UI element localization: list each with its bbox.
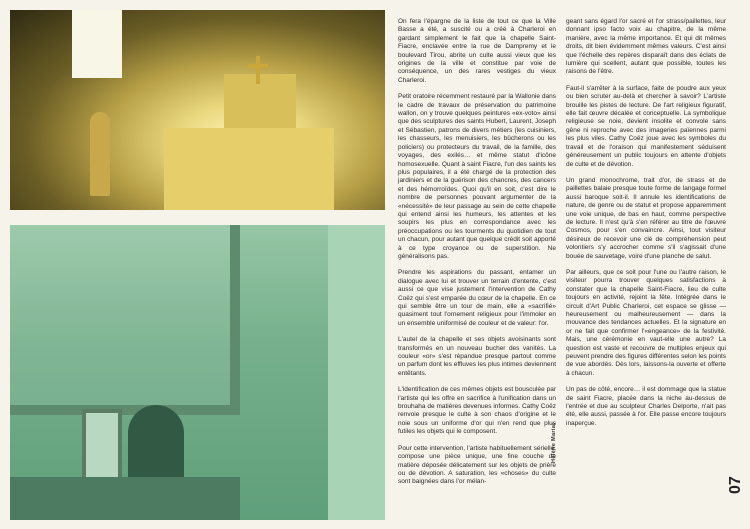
- golden-statue: [90, 112, 110, 196]
- paragraph: Petit oratoire récemment restauré par la Wallonie dans le cadre de travaux de préservation du patrimoine wallon, on y trouve quelques peintures «ex-voto» ainsi que des sculptures des saints Hubert, Laurent, Joseph et Sébastien, patrons de divers métiers (les cuisiniers, les chasseurs, les menuisiers, les bûcherons ou les policiers) ou protecteurs du travail, de la famille, des voyages, des exilés… et même statut d'icône homosexuelle. Quant à saint Fiacre, l'un des saints les plus populaires, il a été chargé de la protection des jardiniers et de la guérison des chancres, des cancers et des hémorroïdes. Quoi qu'il en soit, c'est dire le nombre de personnes pouvant argumenter de la «nécessité» de leur passage au sein de cette chapelle qui entend ainsi les humeurs, les attentes et les soupirs les plus en correspondance avec les préoccupations ou les tourments du quotidien de tout un chacun, pour autant que quelque crédit soit apporté à ce type croyance ou de superstition. Ne généralisons pas.: [398, 93, 556, 260]
- paragraph: L'identification de ces mêmes objets est bousculée par l'artiste qui les offre en sacrifice à l'unification dans un brouhaha de matières devenues informes. Cathy Coëz renvoie presque le culte à son chaos d'origine et le noie sous un uniforme d'or qui n'en rend que plus futiles les objets qui le composent.: [398, 386, 556, 436]
- chapel-altar-photo: [10, 10, 385, 210]
- paragraph: Prendre les aspirations du passant, entamer un dialogue avec lui et trouver un terrain d'entente, c'est aussi ce que vise justement l'intervention de Cathy Coëz qui s'est emparée du cœur de la chapelle. En ce qui semble être un tour de main, elle a «sacrifié» quasiment tout l'ornement religieux pour l'immoler en un ensemble uniformisé de couleur et de valeur: l'or.: [398, 269, 556, 327]
- paragraph: Par ailleurs, que ce soit pour l'une ou l'autre raison, le visiteur pourra trouver quelques satisfactions à constater que la chapelle Saint-Fiacre, lieu de culte toujours en activité, rejoint la fête. Intégrée dans le circuit d'Art Public Charleroi, cet espace se glisse — heureusement ou malheureusement — dans la mouvance des tendances actuelles. Et la signature en or ne fait que confirmer l'«engeance» de la festivité. Mais, une cérémonie en vaut-elle une autre? La question est vaste et recouvre de multiples enjeux qui peuvent prendre des figures différentes selon les points de vue abordés. Dès lors, laissons-la ouverte et offerte à chacun.: [566, 268, 726, 377]
- golden-retable: [224, 74, 296, 128]
- paragraph: L'autel de la chapelle et ses objets avoisinants sont transformés en un nouveau bucher des vanités. La couleur «or» s'est répandue presque partout comme un parfum dont les effluves les plus intimes deviennent entêtants.: [398, 336, 556, 377]
- paragraph: Un pas de côté, encore… il est dommage que la statue de saint Fiacre, placée dans la niche au-dessus de l'entrée et due au sculpteur Charles Delporte, n'ait pas été, elle aussi, passée à l'or. Elle passe encore toujours inaperçue.: [566, 386, 726, 427]
- window-light: [72, 10, 122, 78]
- work-table: [10, 477, 240, 520]
- text-column-right: [566, 18, 726, 436]
- paragraph: geant sans égard l'or sacré et l'or strass/paillettes, leur donnant ipso facto voix au chapitre, de la même manière, avec la même importance. Et qui dit mêmes droits, dit bien évidemment mêmes valeurs. C'est ainsi que l'échelle des repères disparaît dans des éclats de lumière qui scellent, autant que possible, toutes les raisons de l'être.: [566, 18, 726, 76]
- author-credit: Hélène Mariat: [551, 422, 557, 463]
- light-wall: [328, 225, 385, 520]
- artist-at-work-photo: [10, 225, 385, 520]
- text-column-middle: [398, 18, 556, 495]
- paragraph: Un grand monochrome, trait d'or, de strass et de paillettes balaie presque toute forme de langage formel aussi baroque soit-il. Il annule les identifications de nature, de genre ou de statut et propose apparemment une voie unique, de bas en haut, comme perspective de lecture. Il n'est qu'à s'en référer au titre de l'œuvre Cosmos, pour s'en convaincre. Ainsi, tout visiteur désireux de recevoir une clé de compréhension peut volontiers s'y accrocher comme s'il s'agissait d'une bouée de sauvetage, voire d'une planche de salut.: [566, 176, 726, 260]
- paragraph: On fera l'épargne de la liste de tout ce que la Ville Basse a été, a suscité ou a créé à Charleroi en gardant simplement le fait que la chapelle Saint-Fiacre, enclavée entre la rue de Dampremy et le boulevard Tirou, abrite un culte aussi vieux que les origines de la ville et constitue par voie de conséquence, un des rares vestiges du vieux Charleroi.: [398, 18, 556, 84]
- paragraph: Faut-il s'arrêter à la surface, faite de poudre aux yeux ou bien scruter au-delà et chercher à savoir? L'artiste brouille les pistes de lecture. De l'art religieux figuratif, elle fait œuvre décalée et conceptuelle. La symbolique religieuse se noie, devient insolite et convole sans gêne ni reproche avec des imageries païennes parmi les plus viles. Cathy Coëz joue avec les symboles du travail et de l'oraison qui manifestement séduisent généreusement un public toujours en attente d'objets de culte et de dévotion.: [566, 84, 726, 168]
- cross-icon: [256, 56, 260, 84]
- framed-object: [82, 409, 122, 481]
- golden-altar: [164, 128, 334, 210]
- paragraph: Pour cette intervention, l'artiste habituellement sérielle, compose une pièce unique, une fine couche de matière déposée délicatement sur les objets de prière ou de dévotion. A saturation, les «choses» du culte sont baignées dans l'or mélan-: [398, 444, 556, 486]
- page-number: 07: [727, 476, 744, 494]
- chapel-arch: [10, 225, 240, 415]
